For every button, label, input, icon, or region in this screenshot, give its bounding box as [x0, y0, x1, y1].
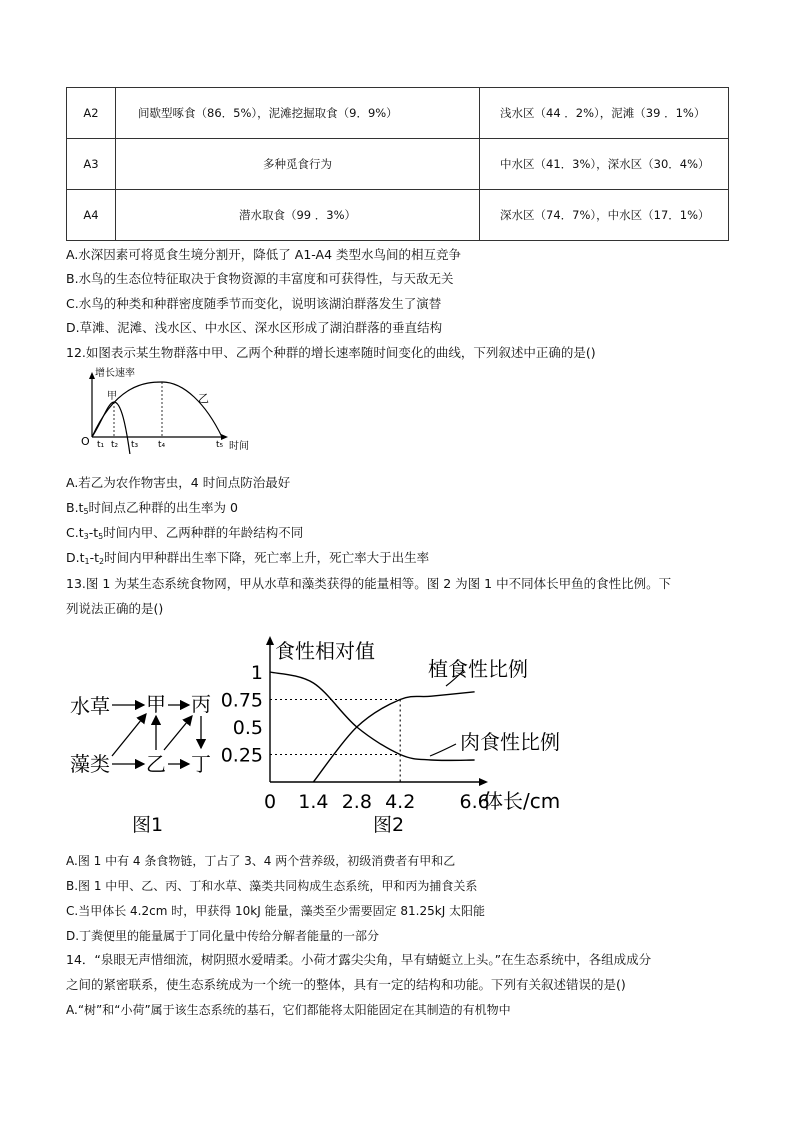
q13-option-a: A.图 1 中有 4 条食物链，丁占了 3、4 两个营养级，初级消费者有甲和乙 — [66, 854, 456, 868]
table-cell: A2 — [67, 88, 116, 139]
origin-label: O — [81, 435, 90, 448]
table-cell: A3 — [67, 139, 116, 190]
table-cell: 中水区（41．3%），深水区（30．4%） — [480, 139, 729, 190]
chart-x-arrow-icon — [479, 778, 488, 786]
plant-ratio-curve — [313, 692, 474, 782]
q12-option-d: $D.t_1-t_2$时间内甲种群出生率下降，死亡率上升，死亡率大于出生率 — [66, 550, 430, 566]
q12-growth-rate-figure — [76, 364, 256, 454]
node-shuicao: 水草 — [70, 694, 110, 718]
tick-label: t₄ — [158, 440, 166, 450]
q13-stem-line1: 13.图 1 为某生态系统食物网，甲从水草和藻类获得的能量相等。图 2 为图 1 中不同体长甲鱼的食性比例。下 — [66, 576, 672, 591]
q14-stem-line1: 14．“泉眼无声惜细流，树阴照水爱晴柔。小荷才露尖尖角，早有蜻蜓立上头。”在生态系统中，各组成成分 — [66, 952, 652, 967]
chart-y-label: 食性相对值 — [275, 639, 375, 663]
q14-option-a: A.“树”和“小荷”属于该生态系统的基石，它们都能将太阳能固定在其制造的有机物中 — [66, 1003, 511, 1017]
table-cell: 深水区（74．7%），中水区（17．1%） — [480, 190, 729, 241]
chart-y-ticks — [221, 662, 263, 767]
table-cell: 多种觅食行为 — [116, 139, 480, 190]
habitat-table — [66, 87, 729, 241]
q12-option-a: A.若乙为农作物害虫，4 时间点防治最好 — [66, 475, 291, 490]
tick-label: t₁ — [97, 440, 105, 450]
y-axis-label: 增长速率 — [95, 368, 135, 379]
y-tick-label: 0.5 — [232, 717, 263, 739]
meat-series-label: 肉食性比例 — [460, 730, 560, 754]
q13-option-b: B.图 1 中甲、乙、丙、丁和水草、藻类共同构成生态系统，甲和丙为捕食关系 — [66, 879, 478, 893]
meat-ratio-curve — [270, 672, 475, 760]
node-zaolei: 藻类 — [70, 752, 110, 776]
chart-x-label: 体长/cm — [483, 789, 561, 813]
q13-stem-line2: 列说法正确的是() — [66, 601, 164, 616]
fig2-caption: 图2 — [373, 814, 405, 836]
x-tick-label: 0 — [263, 791, 277, 813]
meat-series-leader — [430, 744, 456, 756]
chart-x-ticks — [264, 791, 490, 813]
x-tick-label: 2.8 — [341, 791, 372, 813]
curve-jia-label: 甲 — [107, 391, 117, 402]
table-row — [67, 139, 729, 190]
chart-y-arrow-icon — [266, 636, 274, 645]
q13-option-c: C.当甲体长 4.2cm 时，甲获得 10kJ 能量，藻类至少需要固定 81.25kJ 太阳能 — [66, 904, 486, 918]
plant-series-label: 植食性比例 — [428, 657, 528, 681]
table-row — [67, 88, 729, 139]
q13-option-d: D.丁粪便里的能量属于丁同化量中传给分解者能量的一部分 — [66, 929, 380, 943]
node-jia: 甲 — [146, 692, 166, 716]
q12-stem: 12.如图表示某生物群落中甲、乙两个种群的增长速率随时间变化的曲线，下列叙述中正确的是() — [66, 345, 596, 360]
q11-option-b: B.水鸟的生态位特征取决于食物资源的丰富度和可获得性，与天敌无关 — [66, 271, 454, 286]
q13-diet-ratio-chart — [220, 630, 590, 840]
q11-option-c: C.水鸟的种类和种群密度随季节而变化，说明该湖泊群落发生了演替 — [66, 296, 442, 311]
y-tick-label: 0.75 — [220, 689, 263, 712]
chart-guides — [270, 700, 400, 783]
node-yi: 乙 — [146, 752, 166, 776]
y-tick-label: 1 — [250, 662, 263, 684]
table-row — [67, 190, 729, 241]
fig1-caption: 图1 — [132, 814, 164, 836]
table-cell: 间歇型啄食（86．5%），泥滩挖掘取食（9．9%） — [116, 88, 480, 139]
table-cell: 潜水取食（99 ．3%） — [116, 190, 480, 241]
table-cell: 浅水区（44 ．2%），泥滩（39 ．1%） — [480, 88, 729, 139]
arrow-yi-bing — [164, 716, 192, 750]
tick-label: t₅ — [216, 440, 224, 450]
x-tick-label: 4.2 — [385, 791, 416, 813]
node-ding: 丁 — [191, 752, 211, 776]
q14-stem-line2: 之间的紧密联系，使生态系统成为一个统一的整体，具有一定的结构和功能。下列有关叙述错误的是() — [66, 977, 626, 992]
node-bing: 丙 — [191, 692, 211, 716]
q12-option-b: $B.t_5$时间点乙种群的出生率为 0 — [66, 500, 238, 516]
q11-option-a: A.水深因素可将觅食生境分割开，降低了 A1-A4 类型水鸟间的相互竞争 — [66, 247, 461, 262]
x-tick-label: 6.6 — [459, 791, 490, 813]
table-cell: A4 — [67, 190, 116, 241]
tick-label: t₂ — [111, 440, 119, 450]
arrow-zaolei-jia — [112, 714, 146, 756]
q12-option-c: $C.t_3-t_5$时间内甲、乙两种群的年龄结构不同 — [66, 525, 304, 541]
q11-option-d: D.草滩、泥滩、浅水区、中水区、深水区形成了湖泊群落的垂直结构 — [66, 320, 443, 335]
chart-series — [270, 672, 475, 782]
x-tick-label: 1.4 — [298, 791, 329, 813]
y-tick-label: 0.25 — [220, 744, 263, 767]
tick-label: t₃ — [131, 440, 139, 450]
x-axis-label: 时间 — [229, 441, 249, 452]
curve-yi-label: 乙 — [198, 392, 209, 405]
